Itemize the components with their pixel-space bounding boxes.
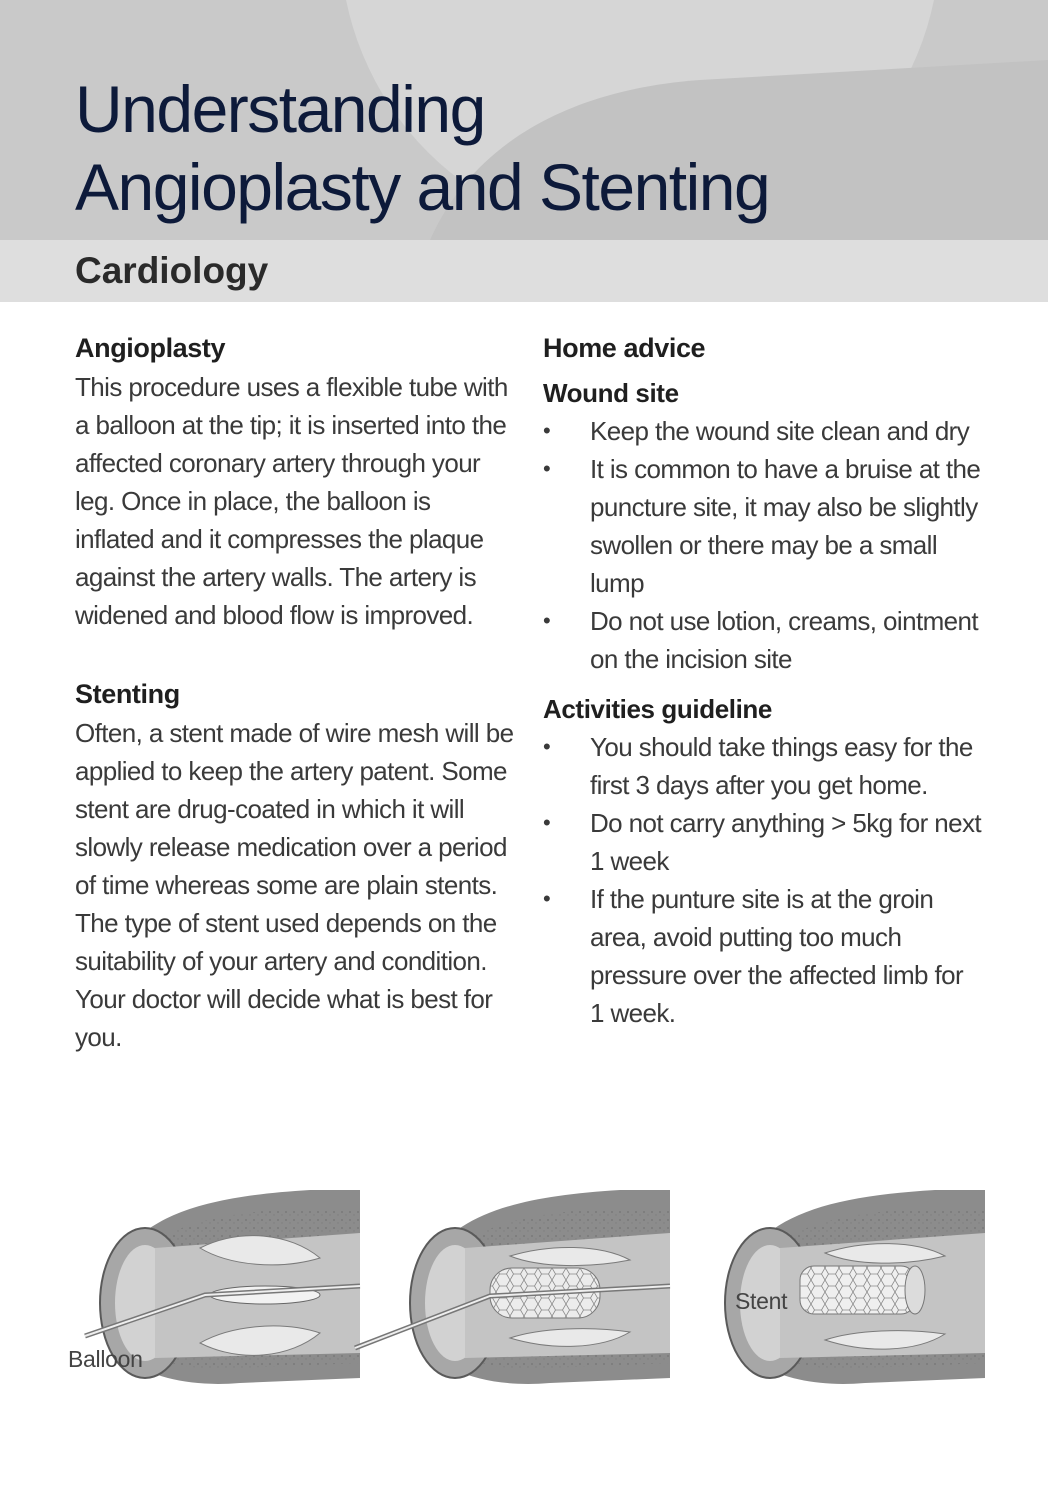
bullet-icon: • — [543, 810, 551, 835]
list-item-text: If the punture site is at the groin area, avoid putting too much pressure over the affected limb for 1 week. — [590, 884, 964, 1028]
title-line-1: Understanding — [75, 72, 485, 146]
stenting-body: Often, a stent made of wire mesh will be applied to keep the artery patent. Some stent are drug-coated in which it will slowly release medication over a period of time whereas some are plain stents. The type of stent used depends on the suitability of your artery and condition. Your doctor will decide what is best for you. — [75, 718, 514, 1052]
page-title — [75, 70, 769, 226]
angioplasty-body: This procedure uses a flexible tube with a balloon at the tip; it is inserted into the affected coronary artery through your leg. Once in place, the balloon is inflated and it compresses the plaque against the artery walls. The artery is widened and blood flow is improved. — [75, 372, 508, 630]
balloon-label: Balloon — [68, 1346, 143, 1372]
list-item — [543, 880, 983, 1032]
home-advice-heading: Home advice — [543, 333, 706, 363]
wound-site-heading: Wound site — [543, 378, 679, 408]
list-item — [543, 728, 983, 804]
bullet-icon: • — [543, 886, 551, 911]
list-item-text: You should take things easy for the first 3 days after you get home. — [590, 732, 973, 800]
bullet-icon: • — [543, 608, 551, 633]
stenting-heading: Stenting — [75, 679, 180, 709]
bullet-icon: • — [543, 456, 551, 481]
artery-stent-balloon-figure — [355, 1190, 670, 1384]
wound-site-list — [543, 412, 983, 678]
list-item — [543, 450, 983, 602]
right-column — [543, 328, 983, 1032]
stent-label: Stent — [735, 1288, 788, 1314]
angioplasty-heading: Angioplasty — [75, 333, 226, 363]
page-subtitle: Cardiology — [75, 250, 269, 291]
list-item — [543, 804, 983, 880]
list-item — [543, 412, 983, 450]
list-item-text: Do not carry anything > 5kg for next 1 week — [590, 808, 982, 876]
artery-illustrations — [60, 1178, 990, 1408]
header-band — [0, 0, 1048, 240]
activities-list — [543, 728, 983, 1032]
procedure-illustrations — [60, 1178, 990, 1408]
bullet-icon: • — [543, 734, 551, 759]
list-item-text: It is common to have a bruise at the puncture site, it may also be slightly swollen or there may be a small lump — [590, 454, 981, 598]
activities-heading: Activities guideline — [543, 694, 772, 724]
subtitle-band — [0, 240, 1048, 302]
list-item-text: Do not use lotion, creams, ointment on the incision site — [590, 606, 978, 674]
bullet-icon: • — [543, 418, 551, 443]
list-item — [543, 602, 983, 678]
list-item-text: Keep the wound site clean and dry — [590, 416, 970, 446]
artery-stent-figure — [725, 1190, 985, 1384]
title-line-2: Angioplasty and Stenting — [75, 150, 770, 224]
left-column — [75, 328, 515, 1056]
